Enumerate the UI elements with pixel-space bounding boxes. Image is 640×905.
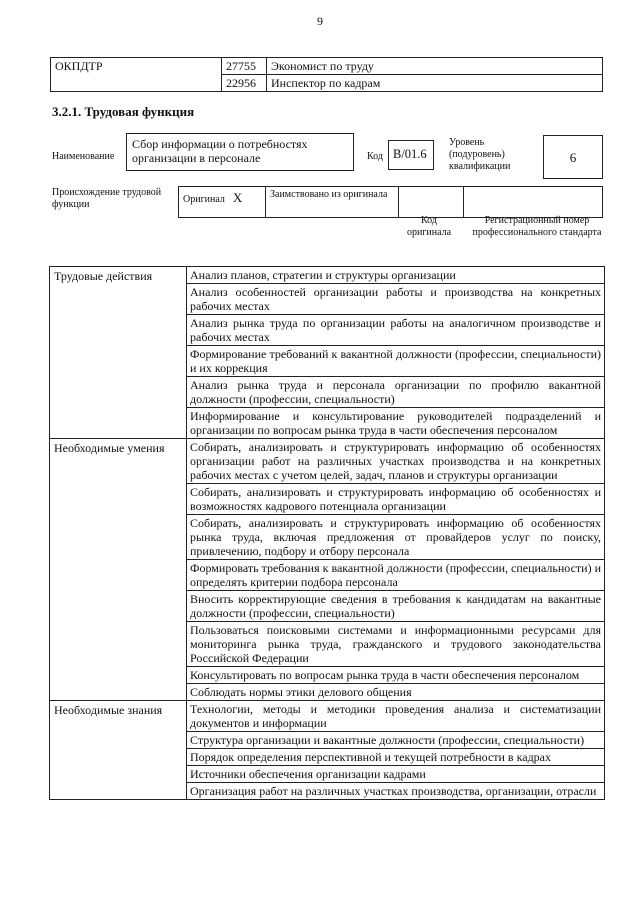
level-label: Уровень (подуровень) квалификации bbox=[449, 137, 511, 172]
section-item: Собирать, анализировать и структурировать информацию об особенностях организации работ на различных участках производства и на конкретных рабочих местах с учетом целей, задач, планов и структуры организации bbox=[187, 439, 605, 484]
reg-number-label: Регистрационный номер профессионального стандарта bbox=[472, 215, 602, 238]
function-code-value: В/01.6 bbox=[388, 140, 434, 170]
section-item: Консультировать по вопросам рынка труда в части обеспечения персоналом bbox=[187, 667, 605, 684]
table-row bbox=[50, 701, 605, 732]
section-item: Формирование требований к вакантной должности (профессии, специальности) и их коррекция bbox=[187, 346, 605, 377]
section-item: Собирать, анализировать и структурировать информацию об особенностях рынка труда, включая предложения от провайдеров услуг по поиску, привлечению, подбору и отбору персонала bbox=[187, 515, 605, 560]
page-number: 9 bbox=[317, 14, 323, 28]
section-item: Анализ планов, стратегии и структуры организации bbox=[187, 267, 605, 284]
okpdtr-table bbox=[50, 57, 603, 92]
section-item: Соблюдать нормы этики делового общения bbox=[187, 684, 605, 701]
section-item: Информирование и консультирование руководителей подразделений и организации по вопросам рынка труда в части обеспечения персоналом bbox=[187, 408, 605, 439]
section-item: Анализ особенностей организации работы и производства на конкретных рабочих местах bbox=[187, 284, 605, 315]
original-cell bbox=[179, 187, 266, 218]
original-mark: X bbox=[232, 190, 243, 205]
function-details-table bbox=[49, 266, 605, 800]
okpdtr-label: ОКПДТР bbox=[51, 58, 222, 92]
function-name-value: Сбор информации о потребностях организации в персонале bbox=[126, 133, 354, 171]
table-row bbox=[50, 439, 605, 484]
origin-label: Происхождение трудовой функции bbox=[52, 187, 162, 210]
code-label: Код bbox=[367, 151, 383, 162]
table-row bbox=[51, 58, 603, 75]
section-item: Источники обеспечения организации кадрами bbox=[187, 766, 605, 783]
section-category: Необходимые умения bbox=[50, 439, 187, 701]
borrowed-label: Заимствовано из оригинала bbox=[266, 187, 399, 218]
code-original-label: Код оригинала bbox=[406, 215, 452, 238]
origin-table bbox=[178, 186, 603, 218]
level-value: 6 bbox=[543, 135, 603, 179]
section-title: 3.2.1. Трудовая функция bbox=[52, 104, 195, 119]
reg-number-cell bbox=[464, 187, 603, 218]
section-item: Технологии, методы и методики проведения анализа и систематизации документов и информации bbox=[187, 701, 605, 732]
name-label: Наименование bbox=[52, 151, 115, 162]
okpdtr-name: Инспектор по кадрам bbox=[267, 75, 603, 92]
section-item: Организация работ на различных участках производства, организации, отрасли bbox=[187, 783, 605, 800]
section-category: Трудовые действия bbox=[50, 267, 187, 439]
table-row bbox=[179, 187, 603, 218]
section-item: Собирать, анализировать и структурировать информацию об особенностях и возможностях кадрового потенциала организации bbox=[187, 484, 605, 515]
okpdtr-name: Экономист по труду bbox=[267, 58, 603, 75]
section-category: Необходимые знания bbox=[50, 701, 187, 800]
section-item: Порядок определения перспективной и текущей потребности в кадрах bbox=[187, 749, 605, 766]
section-item: Пользоваться поисковыми системами и информационными ресурсами для мониторинга рынка труда, гражданского и трудового законодательства Российской Федерации bbox=[187, 622, 605, 667]
section-item: Вносить корректирующие сведения в требования к кандидатам на вакантные должности (профессии, специальности) bbox=[187, 591, 605, 622]
original-label: Оригинал bbox=[183, 194, 225, 205]
okpdtr-code: 27755 bbox=[222, 58, 267, 75]
section-item: Анализ рынка труда и персонала организации по профилю вакантной должности (профессии, специальности) bbox=[187, 377, 605, 408]
section-item: Структура организации и вакантные должности (профессии, специальности) bbox=[187, 732, 605, 749]
section-item: Анализ рынка труда по организации работы на аналогичном производстве и рабочих местах bbox=[187, 315, 605, 346]
okpdtr-code: 22956 bbox=[222, 75, 267, 92]
section-item: Формировать требования к вакантной должности (профессии, специальности) и определять критерии подбора персонала bbox=[187, 560, 605, 591]
code-original-cell bbox=[399, 187, 464, 218]
table-row bbox=[50, 267, 605, 284]
